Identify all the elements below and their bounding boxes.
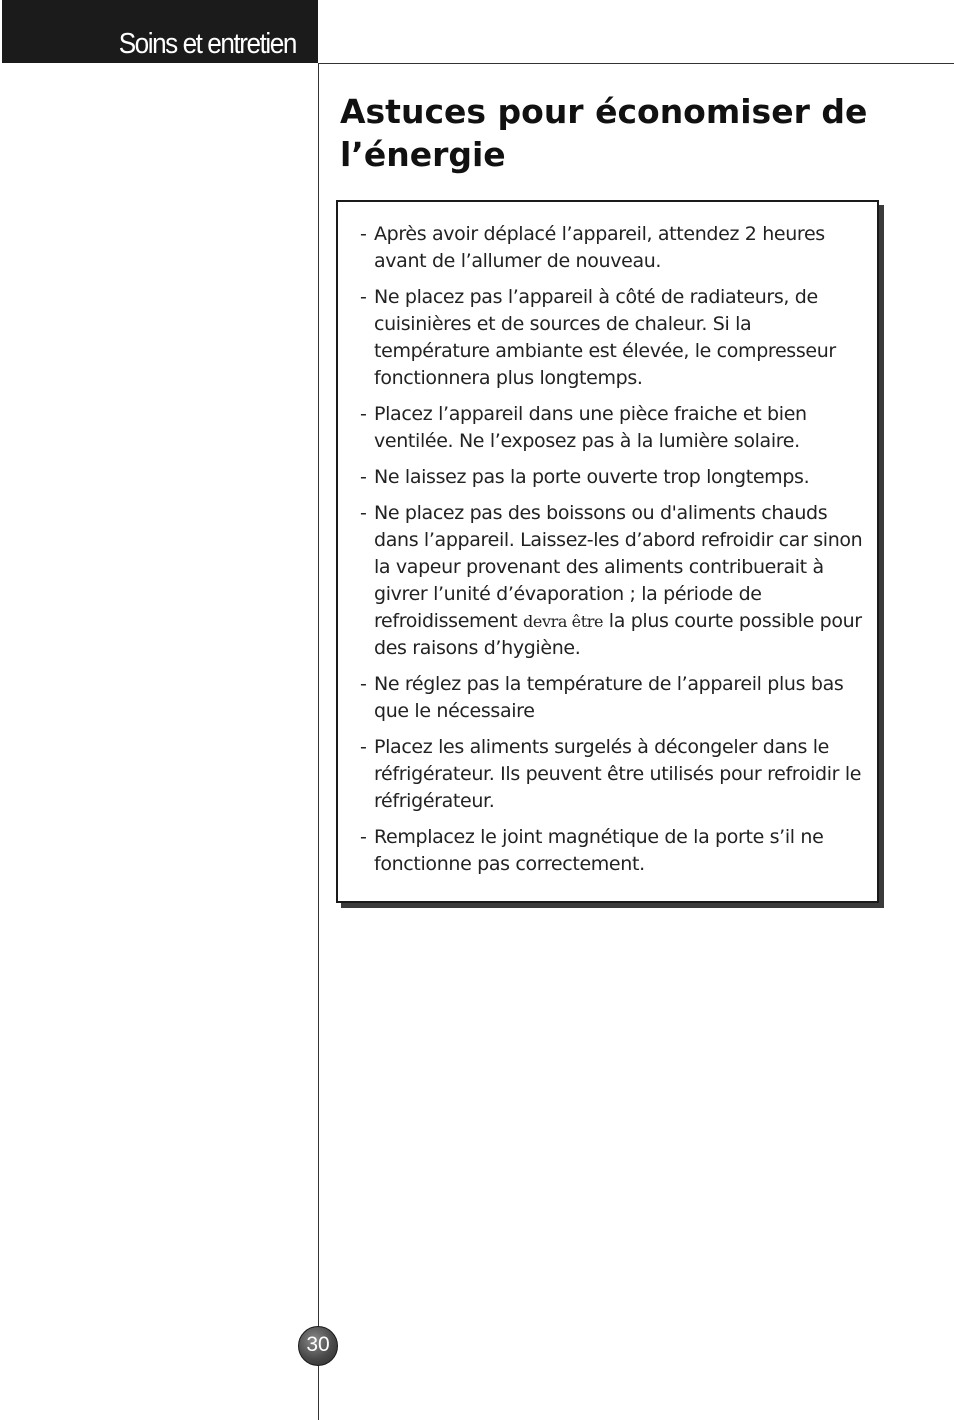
tip-item — [360, 500, 863, 662]
tip-item: - Remplacez le joint magnétique de la porte s’il ne fonctionne pas correctement. — [360, 824, 863, 878]
tip-text-insert: devra être — [523, 612, 604, 631]
tip-item: - Ne réglez pas la température de l’appareil plus bas que le nécessaire — [360, 671, 863, 725]
tip-item: - Ne laissez pas la porte ouverte trop longtemps. — [360, 464, 863, 491]
page-title: Astuces pour économiser de l’énergie — [340, 92, 868, 174]
section-title: Soins et entretien — [118, 28, 296, 60]
page-number-badge — [298, 1326, 338, 1366]
tip-item: - Après avoir déplacé l’appareil, attendez 2 heures avant de l’allumer de nouveau. — [360, 221, 863, 275]
tip-item: - Placez les aliments surgelés à décongeler dans le réfrigérateur. Ils peuvent être utilisés pour refroidir le réfrigérateur. — [360, 734, 863, 815]
header-divider — [318, 63, 954, 64]
tip-item: - Placez l’appareil dans une pièce fraiche et bien ventilée. Ne l’exposez pas à la lumière solaire. — [360, 401, 863, 455]
page-number: 30 — [306, 1333, 330, 1356]
margin-divider — [318, 63, 319, 1420]
tips-box — [336, 200, 879, 903]
section-header-tab — [2, 0, 318, 63]
tips-list — [338, 202, 877, 878]
tip-item: - Ne placez pas l’appareil à côté de radiateurs, de cuisinières et de sources de chaleur. Si la température ambiante est élevée, le compresseur fonctionnera plus longtemps. — [360, 284, 863, 392]
tip-text-after: la plus courte possible pour des raisons d’hygiène. — [374, 610, 862, 659]
tip-text-before: Ne placez pas des boissons ou d'aliments chauds dans l’appareil. Laissez-les d’abord refroidir car sinon la vapeur provenant des aliments contribuerait à givrer l’unité d’évaporation ; la période de refroidissement — [374, 502, 863, 632]
